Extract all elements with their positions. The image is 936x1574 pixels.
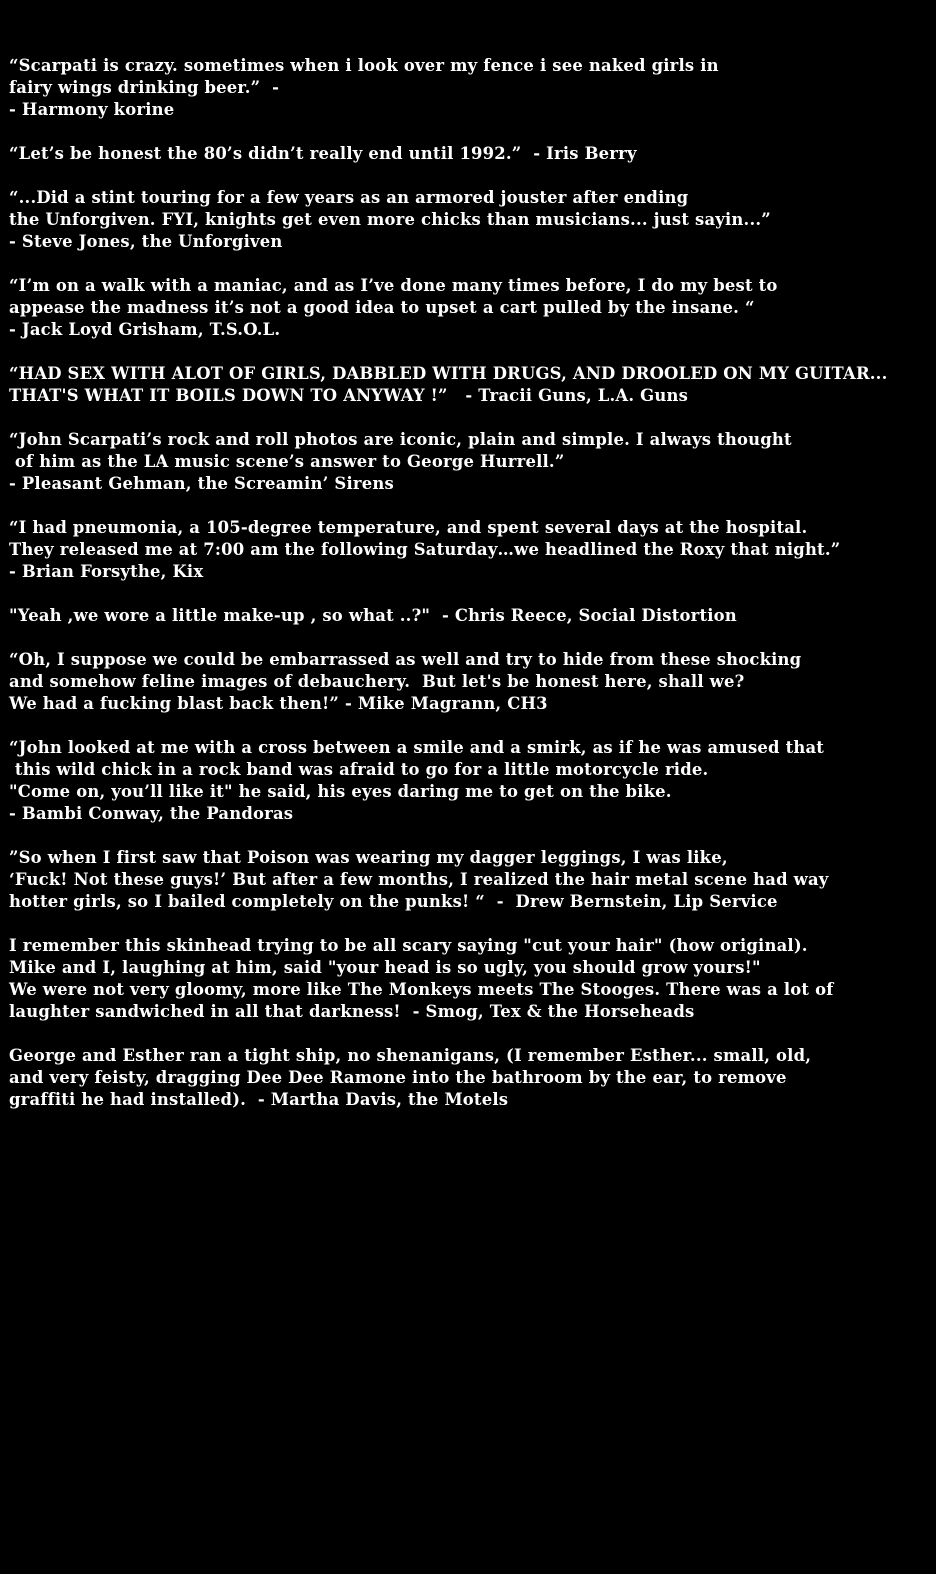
quote-line: “...Did a stint touring for a few years as an armored jouster after ending — [9, 188, 689, 207]
quote-attribution: - Bambi Conway, the Pandoras — [9, 804, 294, 823]
quote-line: laughter sandwiched in all that darkness! - Smog, Tex & the Horseheads — [9, 1002, 695, 1021]
quote-line: They released me at 7:00 am the following Saturday…we headlined the Roxy that night.” — [9, 540, 841, 559]
quote-line: “I’m on a walk with a maniac, and as I’ve done many times before, I do my best to — [9, 276, 778, 295]
quotes-section — [9, 55, 933, 1133]
quote-line: “HAD SEX WITH ALOT OF GIRLS, DABBLED WITH DRUGS, AND DROOLED ON MY GUITAR... — [9, 364, 888, 383]
quote-chris-reece — [9, 605, 933, 627]
quote-line: hotter girls, so I bailed completely on the punks! “ - Drew Bernstein, Lip Service — [9, 892, 778, 911]
quote-line: and very feisty, dragging Dee Dee Ramone into the bathroom by the ear, to remove — [9, 1068, 787, 1087]
quote-line: this wild chick in a rock band was afraid to go for a little motorcycle ride. — [9, 760, 709, 779]
quote-line: "Come on, you’ll like it" he said, his eyes daring me to get on the bike. — [9, 782, 672, 801]
quote-brian-forsythe — [9, 517, 933, 583]
quote-line: graffiti he had installed). - Martha Davis, the Motels — [9, 1090, 509, 1109]
quote-martha-davis — [9, 1045, 933, 1111]
quote-line: “Let’s be honest the 80’s didn’t really end until 1992.” - Iris Berry — [9, 144, 637, 163]
quote-harmony-korine — [9, 55, 933, 121]
quote-line: ‘Fuck! Not these guys!’ But after a few months, I realized the hair metal scene had way — [9, 870, 829, 889]
quote-line: “Scarpati is crazy. sometimes when i look over my fence i see naked girls in — [9, 56, 719, 75]
quote-line: We were not very gloomy, more like The Monkeys meets The Stooges. There was a lot of — [9, 980, 834, 999]
quote-line: We had a fucking blast back then!” - Mike Magrann, CH3 — [9, 694, 548, 713]
quote-line: the Unforgiven. FYI, knights get even more chicks than musicians... just sayin...” — [9, 210, 771, 229]
quote-drew-bernstein — [9, 847, 933, 913]
quote-smog — [9, 935, 933, 1023]
quote-steve-jones — [9, 187, 933, 253]
quote-mike-magrann — [9, 649, 933, 715]
quote-line: “I had pneumonia, a 105-degree temperature, and spent several days at the hospital. — [9, 518, 808, 537]
quote-line: appease the madness it’s not a good idea to upset a cart pulled by the insane. “ — [9, 298, 755, 317]
quote-attribution: - Jack Loyd Grisham, T.S.O.L. — [9, 320, 281, 339]
quote-line: “Oh, I suppose we could be embarrassed as well and try to hide from these shocking — [9, 650, 802, 669]
quote-attribution: - Harmony korine — [9, 100, 175, 119]
quote-tracii-guns — [9, 363, 933, 407]
quote-line: fairy wings drinking beer.” - — [9, 78, 280, 97]
quote-iris-berry — [9, 143, 933, 165]
quote-jack-grisham — [9, 275, 933, 341]
quote-attribution: - Steve Jones, the Unforgiven — [9, 232, 283, 251]
quote-line: “John Scarpati’s rock and roll photos are iconic, plain and simple. I always thought — [9, 430, 792, 449]
quote-line: ”So when I first saw that Poison was wearing my dagger leggings, I was like, — [9, 848, 728, 867]
quote-bambi-conway — [9, 737, 933, 825]
quote-line: Mike and I, laughing at him, said "your head is so ugly, you should grow yours!" — [9, 958, 761, 977]
quote-attribution: - Brian Forsythe, Kix — [9, 562, 204, 581]
quote-line: of him as the LA music scene’s answer to George Hurrell.” — [9, 452, 565, 471]
quote-line: THAT'S WHAT IT BOILS DOWN TO ANYWAY !” - Tracii Guns, L.A. Guns — [9, 386, 688, 405]
quote-line: and somehow feline images of debauchery. But let's be honest here, shall we? — [9, 672, 745, 691]
quote-line: George and Esther ran a tight ship, no shenanigans, (I remember Esther... small, old, — [9, 1046, 812, 1065]
quote-pleasant-gehman — [9, 429, 933, 495]
quote-line: “John looked at me with a cross between a smile and a smirk, as if he was amused that — [9, 738, 825, 757]
quote-attribution: - Pleasant Gehman, the Screamin’ Sirens — [9, 474, 394, 493]
quote-line: "Yeah ,we wore a little make-up , so what ..?" - Chris Reece, Social Distortion — [9, 606, 737, 625]
quote-line: I remember this skinhead trying to be all scary saying "cut your hair" (how original). — [9, 936, 808, 955]
